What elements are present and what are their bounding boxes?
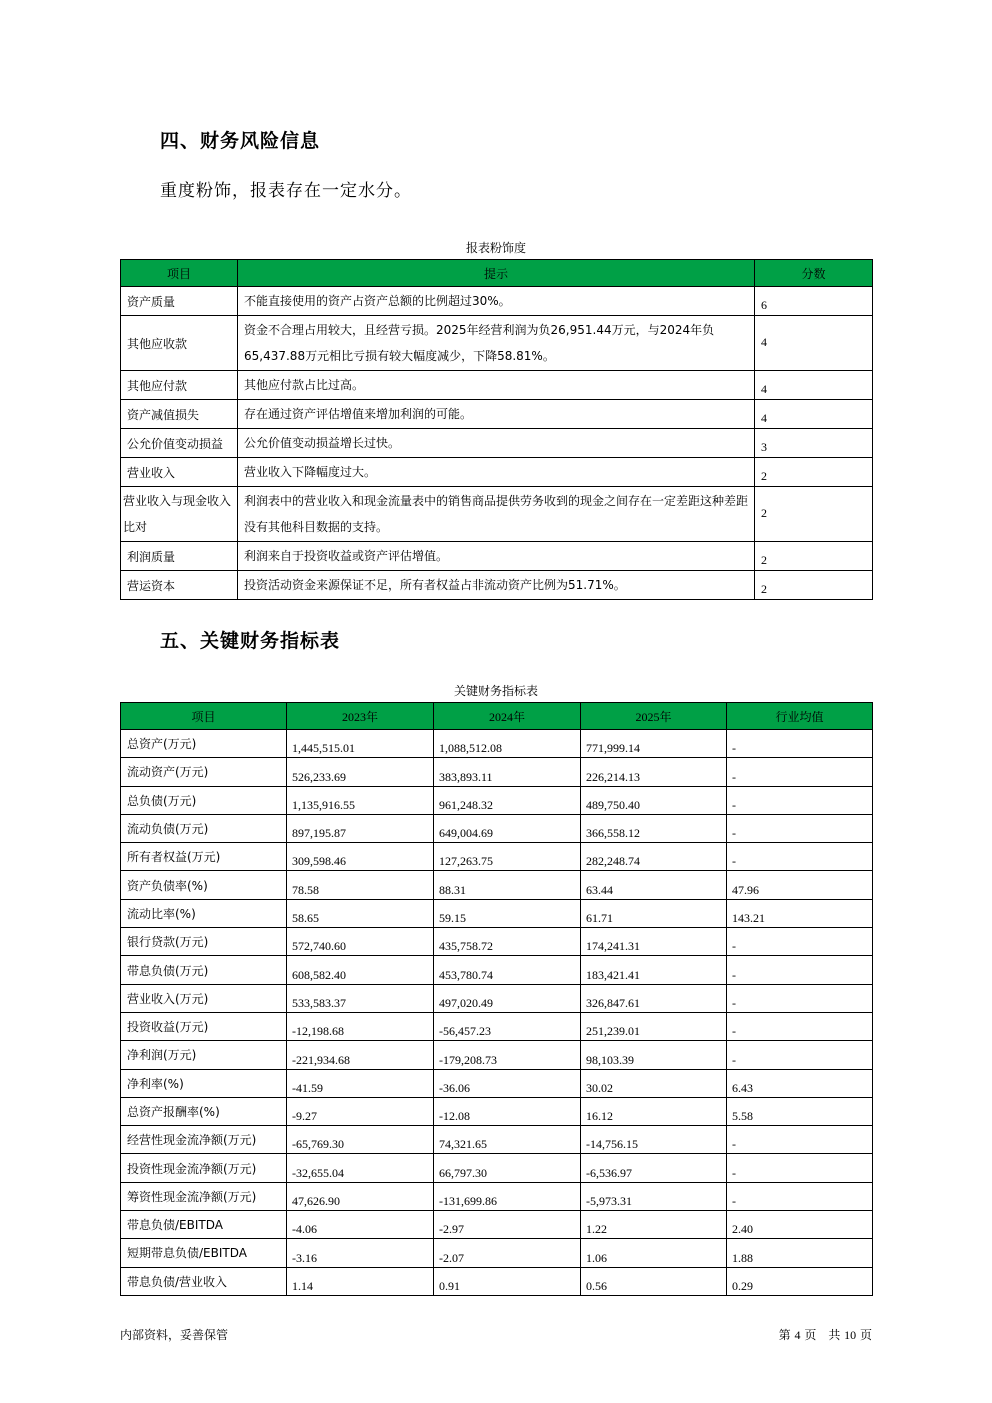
kpi-table [120, 702, 873, 1296]
kpi-industry-avg: 5.58 [727, 1097, 873, 1125]
table-row [121, 899, 873, 927]
kpi-header-2025: 2025年 [581, 703, 727, 730]
kpi-2024-value: 74,321.65 [434, 1126, 581, 1154]
kpi-industry-avg: - [727, 1041, 873, 1069]
kpi-industry-avg: - [727, 843, 873, 871]
kpi-2023-value: 47,626.90 [287, 1182, 434, 1210]
risk-hint: 存在通过资产评估增值来增加利润的可能。 [238, 400, 755, 429]
table-row [121, 571, 873, 600]
kpi-industry-avg: - [727, 984, 873, 1012]
table-row [121, 1069, 873, 1097]
kpi-industry-avg: - [727, 1182, 873, 1210]
kpi-item: 经营性现金流净额(万元) [121, 1126, 287, 1154]
kpi-item: 总负债(万元) [121, 786, 287, 814]
table-row [121, 928, 873, 956]
kpi-2024-value: 961,248.32 [434, 786, 581, 814]
kpi-industry-avg: - [727, 1012, 873, 1040]
risk-header-hint: 提示 [238, 260, 755, 287]
kpi-industry-avg: 0.29 [727, 1267, 873, 1295]
table-row [121, 371, 873, 400]
kpi-item: 流动资产(万元) [121, 758, 287, 786]
kpi-2025-value: 98,103.39 [581, 1041, 727, 1069]
kpi-item: 投资收益(万元) [121, 1012, 287, 1040]
kpi-2025-value: 282,248.74 [581, 843, 727, 871]
risk-item: 公允价值变动损益 [121, 429, 238, 458]
risk-item: 营业收入与现金收入比对 [121, 487, 238, 542]
kpi-item: 筹资性现金流净额(万元) [121, 1182, 287, 1210]
kpi-2024-value: -12.08 [434, 1097, 581, 1125]
kpi-2023-value: -3.16 [287, 1239, 434, 1267]
risk-header-score: 分数 [755, 260, 873, 287]
kpi-header-2023: 2023年 [287, 703, 434, 730]
kpi-item: 带息负债/EBITDA [121, 1211, 287, 1239]
kpi-2023-value: 526,233.69 [287, 758, 434, 786]
table-row [121, 458, 873, 487]
section4-heading: 四、财务风险信息 [160, 130, 321, 152]
kpi-2024-value: -131,699.86 [434, 1182, 581, 1210]
table-row [121, 287, 873, 316]
table-row [121, 956, 873, 984]
kpi-2025-value: -5,973.31 [581, 1182, 727, 1210]
kpi-2025-value: 30.02 [581, 1069, 727, 1097]
kpi-2023-value: 1,445,515.01 [287, 730, 434, 758]
table-row [121, 400, 873, 429]
table-row [121, 542, 873, 571]
risk-score: 6 [755, 287, 873, 316]
risk-score: 2 [755, 458, 873, 487]
kpi-industry-avg: 1.88 [727, 1239, 873, 1267]
risk-item: 其他应收款 [121, 316, 238, 371]
kpi-2023-value: 78.58 [287, 871, 434, 899]
risk-hint: 利润来自于投资收益或资产评估增值。 [238, 542, 755, 571]
kpi-2024-value: 649,004.69 [434, 814, 581, 842]
kpi-2023-value: -12,198.68 [287, 1012, 434, 1040]
kpi-industry-avg: 6.43 [727, 1069, 873, 1097]
kpi-item: 营业收入(万元) [121, 984, 287, 1012]
kpi-2024-value: -2.97 [434, 1211, 581, 1239]
kpi-2025-value: 183,421.41 [581, 956, 727, 984]
table-row [121, 786, 873, 814]
kpi-header-industry-avg: 行业均值 [727, 703, 873, 730]
table-row [121, 1267, 873, 1295]
table-row [121, 1182, 873, 1210]
kpi-2024-value: 383,893.11 [434, 758, 581, 786]
kpi-table-caption: 关键财务指标表 [453, 684, 538, 698]
table-row [121, 814, 873, 842]
table-row [121, 1154, 873, 1182]
table-row [121, 316, 873, 371]
table-row [121, 487, 873, 542]
kpi-item: 流动负债(万元) [121, 814, 287, 842]
risk-hint: 资金不合理占用较大，且经营亏损。2025年经营利润为负26,951.44万元，与2024年负65,437.88万元相比亏损有较大幅度减少，下降58.81%。 [238, 316, 755, 371]
kpi-2023-value: 1,135,916.55 [287, 786, 434, 814]
risk-summary: 重度粉饰，报表存在一定水分。 [160, 181, 412, 201]
table-row [121, 871, 873, 899]
page-total: 10 [844, 1328, 857, 1342]
kpi-2023-value: -9.27 [287, 1097, 434, 1125]
table-row [121, 1041, 873, 1069]
kpi-2025-value: 326,847.61 [581, 984, 727, 1012]
risk-table [120, 259, 873, 600]
kpi-industry-avg: - [727, 956, 873, 984]
kpi-industry-avg: - [727, 730, 873, 758]
kpi-2023-value: -221,934.68 [287, 1041, 434, 1069]
kpi-2024-value: 59.15 [434, 899, 581, 927]
table-row [121, 730, 873, 758]
kpi-industry-avg: - [727, 814, 873, 842]
kpi-item: 带息负债(万元) [121, 956, 287, 984]
table-row [121, 1239, 873, 1267]
kpi-2024-value: -179,208.73 [434, 1041, 581, 1069]
kpi-2025-value: 16.12 [581, 1097, 727, 1125]
kpi-item: 短期带息负债/EBITDA [121, 1239, 287, 1267]
kpi-item: 所有者权益(万元) [121, 843, 287, 871]
footer-confidential-note: 内部资料，妥善保管 [120, 1328, 229, 1342]
page-prefix: 第 [778, 1328, 791, 1342]
table-row [121, 984, 873, 1012]
kpi-2024-value: 66,797.30 [434, 1154, 581, 1182]
kpi-2025-value: 771,999.14 [581, 730, 727, 758]
kpi-item: 银行贷款(万元) [121, 928, 287, 956]
table-row [121, 1097, 873, 1125]
kpi-2025-value: 61.71 [581, 899, 727, 927]
kpi-table-header-row [121, 703, 873, 730]
kpi-2025-value: 226,214.13 [581, 758, 727, 786]
kpi-2023-value: 1.14 [287, 1267, 434, 1295]
kpi-industry-avg: - [727, 758, 873, 786]
table-row [121, 429, 873, 458]
kpi-2023-value: 58.65 [287, 899, 434, 927]
kpi-2023-value: -32,655.04 [287, 1154, 434, 1182]
risk-item: 营运资本 [121, 571, 238, 600]
risk-table-header-row [121, 260, 873, 287]
risk-hint: 公允价值变动损益增长过快。 [238, 429, 755, 458]
table-row [121, 1126, 873, 1154]
kpi-2025-value: -14,756.15 [581, 1126, 727, 1154]
page-suffix: 页 [859, 1328, 872, 1342]
kpi-industry-avg: 143.21 [727, 899, 873, 927]
risk-score: 2 [755, 542, 873, 571]
table-row [121, 758, 873, 786]
risk-score: 4 [755, 400, 873, 429]
footer-page-number [779, 1326, 872, 1343]
kpi-item: 资产负债率(%) [121, 871, 287, 899]
kpi-2025-value: 489,750.40 [581, 786, 727, 814]
kpi-industry-avg: 47.96 [727, 871, 873, 899]
kpi-2025-value: 1.06 [581, 1239, 727, 1267]
risk-item: 其他应付款 [121, 371, 238, 400]
kpi-2024-value: 435,758.72 [434, 928, 581, 956]
risk-table-caption: 报表粉饰度 [465, 241, 526, 255]
risk-item: 资产质量 [121, 287, 238, 316]
kpi-2023-value: 897,195.87 [287, 814, 434, 842]
kpi-industry-avg: - [727, 1126, 873, 1154]
kpi-2024-value: -2.07 [434, 1239, 581, 1267]
kpi-2025-value: -6,536.97 [581, 1154, 727, 1182]
kpi-item: 净利润(万元) [121, 1041, 287, 1069]
risk-hint: 投资活动资金来源保证不足，所有者权益占非流动资产比例为51.71%。 [238, 571, 755, 600]
risk-score: 2 [755, 487, 873, 542]
kpi-industry-avg: - [727, 786, 873, 814]
kpi-2023-value: 572,740.60 [287, 928, 434, 956]
kpi-item: 流动比率(%) [121, 899, 287, 927]
kpi-2025-value: 251,239.01 [581, 1012, 727, 1040]
risk-hint: 营业收入下降幅度过大。 [238, 458, 755, 487]
kpi-2025-value: 63.44 [581, 871, 727, 899]
risk-header-item: 项目 [121, 260, 238, 287]
risk-score: 4 [755, 371, 873, 400]
kpi-2024-value: 1,088,512.08 [434, 730, 581, 758]
kpi-industry-avg: - [727, 1154, 873, 1182]
risk-item: 营业收入 [121, 458, 238, 487]
table-row [121, 1211, 873, 1239]
page-current: 4 [794, 1328, 801, 1342]
kpi-item: 净利率(%) [121, 1069, 287, 1097]
kpi-2023-value: -4.06 [287, 1211, 434, 1239]
kpi-item: 带息负债/营业收入 [121, 1267, 287, 1295]
kpi-item: 总资产报酬率(%) [121, 1097, 287, 1125]
page-mid: 页 共 [804, 1328, 841, 1342]
risk-hint: 其他应付款占比过高。 [238, 371, 755, 400]
table-row [121, 1012, 873, 1040]
kpi-2024-value: 497,020.49 [434, 984, 581, 1012]
kpi-2023-value: 309,598.46 [287, 843, 434, 871]
risk-score: 3 [755, 429, 873, 458]
kpi-item: 投资性现金流净额(万元) [121, 1154, 287, 1182]
risk-item: 利润质量 [121, 542, 238, 571]
risk-score: 4 [755, 316, 873, 371]
kpi-2024-value: 127,263.75 [434, 843, 581, 871]
kpi-2023-value: 533,583.37 [287, 984, 434, 1012]
kpi-industry-avg: 2.40 [727, 1211, 873, 1239]
kpi-2023-value: -41.59 [287, 1069, 434, 1097]
kpi-2023-value: 608,582.40 [287, 956, 434, 984]
kpi-item: 总资产(万元) [121, 730, 287, 758]
kpi-header-2024: 2024年 [434, 703, 581, 730]
kpi-industry-avg: - [727, 928, 873, 956]
kpi-2024-value: 88.31 [434, 871, 581, 899]
kpi-2025-value: 0.56 [581, 1267, 727, 1295]
risk-hint: 不能直接使用的资产占资产总额的比例超过30%。 [238, 287, 755, 316]
kpi-2024-value: -56,457.23 [434, 1012, 581, 1040]
kpi-2023-value: -65,769.30 [287, 1126, 434, 1154]
kpi-2025-value: 366,558.12 [581, 814, 727, 842]
kpi-2024-value: -36.06 [434, 1069, 581, 1097]
kpi-header-item: 项目 [121, 703, 287, 730]
table-row [121, 843, 873, 871]
kpi-2025-value: 1.22 [581, 1211, 727, 1239]
risk-hint: 利润表中的营业收入和现金流量表中的销售商品提供劳务收到的现金之间存在一定差距这种差距没有其他科目数据的支持。 [238, 487, 755, 542]
risk-score: 2 [755, 571, 873, 600]
kpi-2025-value: 174,241.31 [581, 928, 727, 956]
risk-item: 资产减值损失 [121, 400, 238, 429]
kpi-2024-value: 453,780.74 [434, 956, 581, 984]
kpi-2024-value: 0.91 [434, 1267, 581, 1295]
section5-heading: 五、关键财务指标表 [160, 630, 341, 652]
